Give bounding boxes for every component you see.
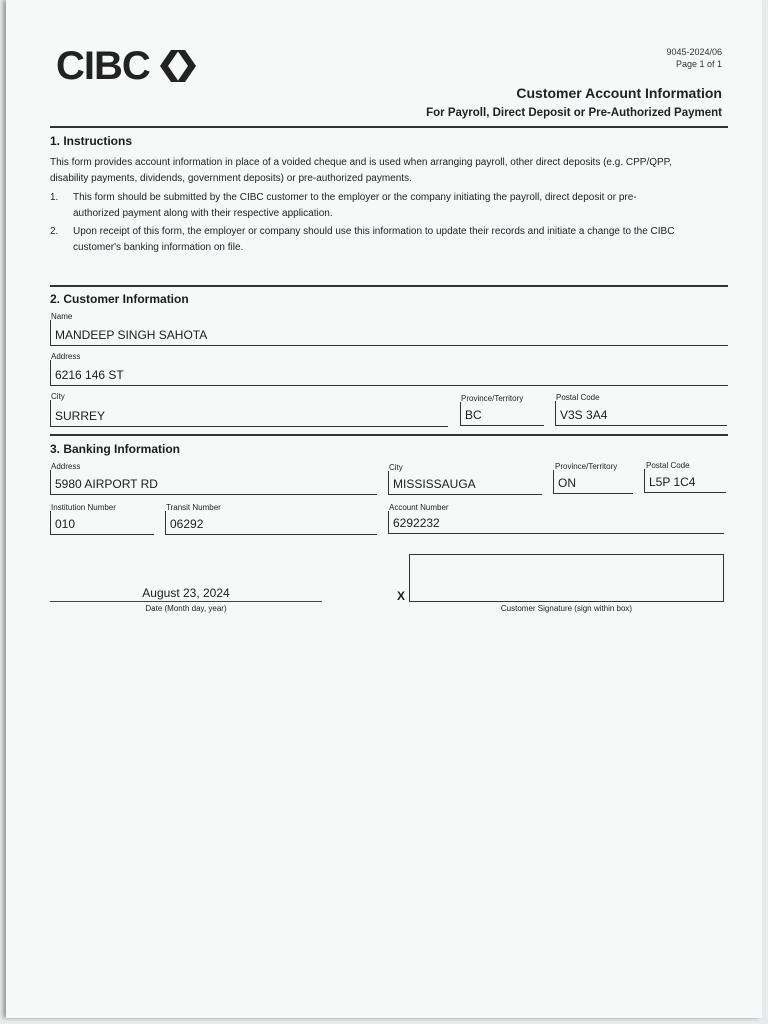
name-label: Name xyxy=(51,312,73,321)
signature-x-mark: X xyxy=(397,589,406,603)
address-field[interactable] xyxy=(50,360,728,386)
postal-code-field[interactable] xyxy=(555,401,727,426)
item-2-line-1: Upon receipt of this form, the employer or company should use this information to update their records and initiate a change to the CIBC xyxy=(73,226,675,237)
instruction-item-2-number: 2. xyxy=(50,226,59,237)
province-label: Province/Territory xyxy=(461,394,524,403)
intro-line-1: This form provides account information in place of a voided cheque and is used when arranging payroll, other direct deposits (e.g. CPP/QPP, xyxy=(50,157,672,168)
customer-heading: 2. Customer Information xyxy=(50,292,189,306)
signature-box[interactable] xyxy=(409,554,724,602)
city-value: SURREY xyxy=(55,409,106,423)
instruction-item-2 xyxy=(73,224,733,256)
transit-number-value: 06292 xyxy=(170,517,204,531)
form-number-block xyxy=(666,46,722,70)
banking-heading: 3. Banking Information xyxy=(50,442,181,456)
bank-province-field[interactable] xyxy=(553,470,633,494)
transit-number-label: Transit Number xyxy=(166,503,221,512)
item-1-line-1: This form should be submitted by the CIBC customer to the employer or the company initiating the payroll, direct deposit or pre- xyxy=(73,192,637,203)
province-field[interactable] xyxy=(460,402,544,426)
account-number-label: Account Number xyxy=(389,503,449,512)
bank-city-label: City xyxy=(389,463,403,472)
institution-number-field[interactable] xyxy=(50,511,154,535)
city-label: City xyxy=(51,392,65,401)
name-field[interactable] xyxy=(50,320,728,346)
city-field[interactable] xyxy=(50,400,448,427)
transit-number-field[interactable] xyxy=(165,511,377,535)
address-label: Address xyxy=(51,352,81,361)
form-subtitle: For Payroll, Direct Deposit or Pre-Authorized Payment xyxy=(426,107,722,119)
bank-city-field[interactable] xyxy=(388,471,542,495)
account-number-value: 6292232 xyxy=(393,516,440,530)
institution-number-value: 010 xyxy=(55,517,76,531)
postal-code-label: Postal Code xyxy=(556,393,600,402)
bank-postal-value: L5P 1C4 xyxy=(649,475,696,489)
bank-address-field[interactable] xyxy=(50,470,377,495)
bank-postal-label: Postal Code xyxy=(646,461,690,470)
form-number: 9045-2024/06 xyxy=(666,47,722,57)
bank-province-value: ON xyxy=(558,476,576,490)
bank-province-label: Province/Territory xyxy=(555,462,618,471)
address-value: 6216 146 ST xyxy=(55,368,124,382)
bank-address-label: Address xyxy=(51,462,81,471)
header-divider xyxy=(50,126,728,128)
instruction-item-1 xyxy=(73,190,733,222)
item-2-line-2: customer's banking information on file. xyxy=(73,242,244,253)
item-1-line-2: authorized payment along with their respective application. xyxy=(73,208,333,219)
name-value: MANDEEP SINGH SAHOTA xyxy=(55,328,208,342)
section-3-divider xyxy=(50,434,728,436)
account-number-field[interactable] xyxy=(388,511,724,534)
postal-code-value: V3S 3A4 xyxy=(560,408,608,422)
section-2-divider xyxy=(50,285,728,287)
form-title: Customer Account Information xyxy=(516,85,722,101)
instructions-heading: 1. Instructions xyxy=(50,134,133,148)
date-label: Date (Month day, year) xyxy=(145,604,227,613)
date-value: August 23, 2024 xyxy=(142,586,230,600)
cibc-logo-text: CIBC xyxy=(56,44,150,88)
instruction-item-1-number: 1. xyxy=(50,192,59,203)
page-number: Page 1 of 1 xyxy=(675,59,722,69)
bank-address-value: 5980 AIRPORT RD xyxy=(55,477,158,491)
intro-line-2: disability payments, dividends, government deposits) or pre-authorized payments. xyxy=(50,173,412,184)
bank-postal-field[interactable] xyxy=(644,469,726,493)
bank-city-value: MISSISSAUGA xyxy=(393,477,476,491)
province-value: BC xyxy=(465,408,482,422)
instructions-intro xyxy=(50,155,730,187)
signature-label: Customer Signature (sign within box) xyxy=(500,604,633,613)
date-line xyxy=(50,601,322,602)
cibc-logo-icon xyxy=(158,48,198,84)
form-page xyxy=(6,0,762,1018)
institution-number-label: Institution Number xyxy=(51,503,116,512)
